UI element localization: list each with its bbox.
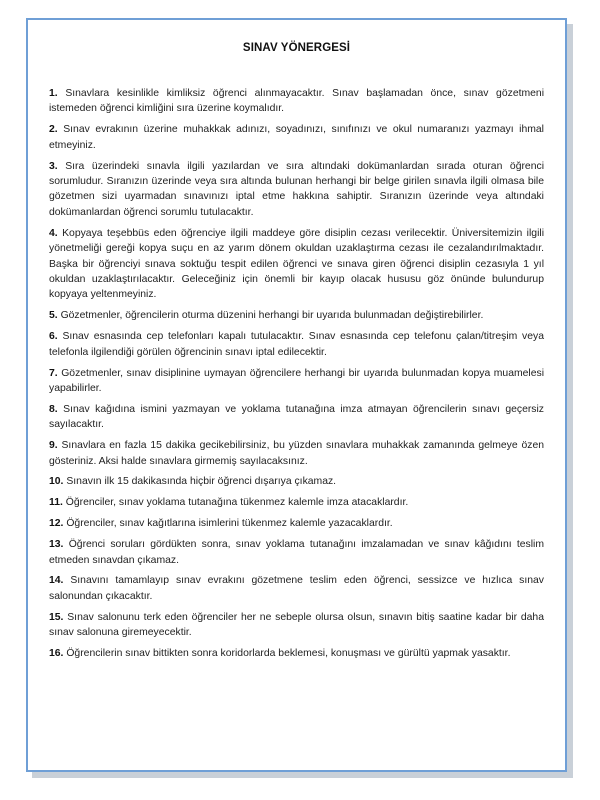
rule-text: Sınavlara en fazla 15 dakika gecikebilirsiniz, bu yüzden sınavlara muhakkak zamanında gelmeye özen gösteriniz. Aksi halde sınavlara girmemiş sayılacaksınız. — [49, 440, 545, 467]
rule-number: 2. — [49, 124, 58, 136]
rule-text: Sıra üzerindeki sınavla ilgili yazılardan ve sıra altındaki dokümanlardan sırada oturan öğrenci sorumludur. Sıranızın üzerinde veya sıra altında bulunan herhangi bir belge girilen sınavla ilgili olmasa bile gözetmen sizi uyarmadan sınavınızı iptal etme hakkına sahiptir. Sıranızın üzerinde veya altındaki dokümanlardan öğrenci sorumlu tutulacaktır. — [49, 160, 544, 218]
rule-text: Sınav salonunu terk eden öğrenciler her ne sebeple olursa olsun, sınavın bitiş saatine kadar bir daha sınav salonuna giremeyecektir. — [49, 611, 544, 639]
rule-item — [49, 516, 544, 531]
rule-item — [49, 122, 544, 153]
rule-number: 13. — [49, 539, 64, 551]
rule-text: Öğrenciler, sınav yoklama tutanağına tükenmez kalemle imza atacaklardır. — [65, 497, 409, 509]
rule-item — [49, 226, 544, 303]
rule-text: Sınav esnasında cep telefonları kapalı tutulacaktır. Sınav esnasında cep telefonu çalan/titreşim veya telefonla ilgilendiği görülen öğrencinin sınavı iptal edilecektir. — [49, 331, 544, 358]
rule-number: 12. — [49, 518, 64, 530]
rule-number: 14. — [49, 575, 64, 587]
rule-number: 5. — [49, 310, 58, 322]
rule-number: 15. — [49, 611, 64, 623]
rule-number: 11. — [49, 497, 63, 509]
rule-number: 16. — [49, 648, 64, 660]
rule-number: 7. — [49, 367, 58, 379]
rule-text: Sınavlara kesinlikle kimliksiz öğrenci alınmayacaktır. Sınav başlamadan önce, sınav gözetmeni istemeden öğrenci kimliğini sıra üzerine koymalıdır. — [49, 88, 544, 115]
rule-item — [49, 159, 544, 221]
rule-item — [49, 438, 544, 469]
rules-list — [49, 86, 544, 662]
rule-text: Gözetmenler, sınav disiplinine uymayan öğrencilere herhangi bir uyarıda bulunmadan kopya muamelesi yapabilirler. — [49, 367, 544, 394]
rule-text: Sınavını tamamlayıp sınav evrakını gözetmene teslim eden öğrenci, sessizce ve hızlıca sınav salonundan çıkacaktır. — [49, 575, 544, 602]
rule-item — [49, 308, 544, 323]
rule-item — [49, 573, 544, 604]
rule-text: Öğrenci soruları gördükten sonra, sınav yoklama tutanağını imzalamadan ve sınav kâğıdını teslim etmeden sınavdan çıkamaz. — [49, 539, 544, 566]
rule-text: Gözetmenler, öğrencilerin oturma düzenini herhangi bir uyarıda bulunmadan değiştirebilirler. — [60, 310, 484, 322]
rule-number: 1. — [49, 88, 58, 99]
rule-number: 10. — [49, 476, 64, 488]
rule-text: Sınav kağıdına ismini yazmayan ve yoklama tutanağına imza atmayan öğrencilerin sınavı geçersiz sayılacaktır. — [49, 403, 545, 431]
rule-number: 4. — [49, 227, 58, 239]
rule-number: 9. — [49, 440, 58, 452]
rule-item — [49, 86, 544, 117]
document-frame — [26, 18, 567, 772]
rule-item — [49, 474, 544, 489]
rule-text: Sınav evrakının üzerine muhakkak adınızı, soyadınızı, sınıfınızı ve okul numaranızı yazmayı ihmal etmeyiniz. — [49, 124, 544, 151]
rule-item — [49, 537, 544, 568]
rule-number: 8. — [49, 403, 58, 415]
rule-item — [49, 329, 544, 360]
rule-text: Sınavın ilk 15 dakikasında hiçbir öğrenci dışarıya çıkamaz. — [66, 476, 337, 488]
rule-item — [49, 495, 544, 510]
rule-text: Öğrencilerin sınav bittikten sonra koridorlarda beklemesi, konuşması ve gürültü yapmak yasaktır. — [66, 648, 511, 660]
rule-text: Öğrenciler, sınav kağıtlarına isimlerini tükenmez kalemle yazacaklardır. — [66, 518, 393, 530]
rule-item — [49, 366, 544, 397]
rule-text: Kopyaya teşebbüs eden öğrenciye ilgili maddeye göre disiplin cezası verilecektir. Üniversitemizin ilgili yönetmeliği gereği kopya suçu en az yarım dönem okuldan uzaklaştırma cezası ile cezalandırılmaktadır. Başka bir öğrenciyi sınava soktuğu tespit edilen öğrenci ve sınava giren öğrenci disiplin cezasıyla 1 yıl okuldan uzaklaştırılacaktır. Geleceğiniz için önemli bir kayıp olacak hususu göz önünde bulundurup kopyaya yeltenmeyiniz. — [49, 227, 545, 301]
rule-number: 3. — [49, 160, 58, 172]
rule-item — [49, 610, 544, 641]
rule-item — [49, 402, 544, 433]
rule-item — [49, 646, 544, 661]
document-title: SINAV YÖNERGESİ — [242, 42, 351, 54]
rule-number: 6. — [49, 331, 58, 343]
